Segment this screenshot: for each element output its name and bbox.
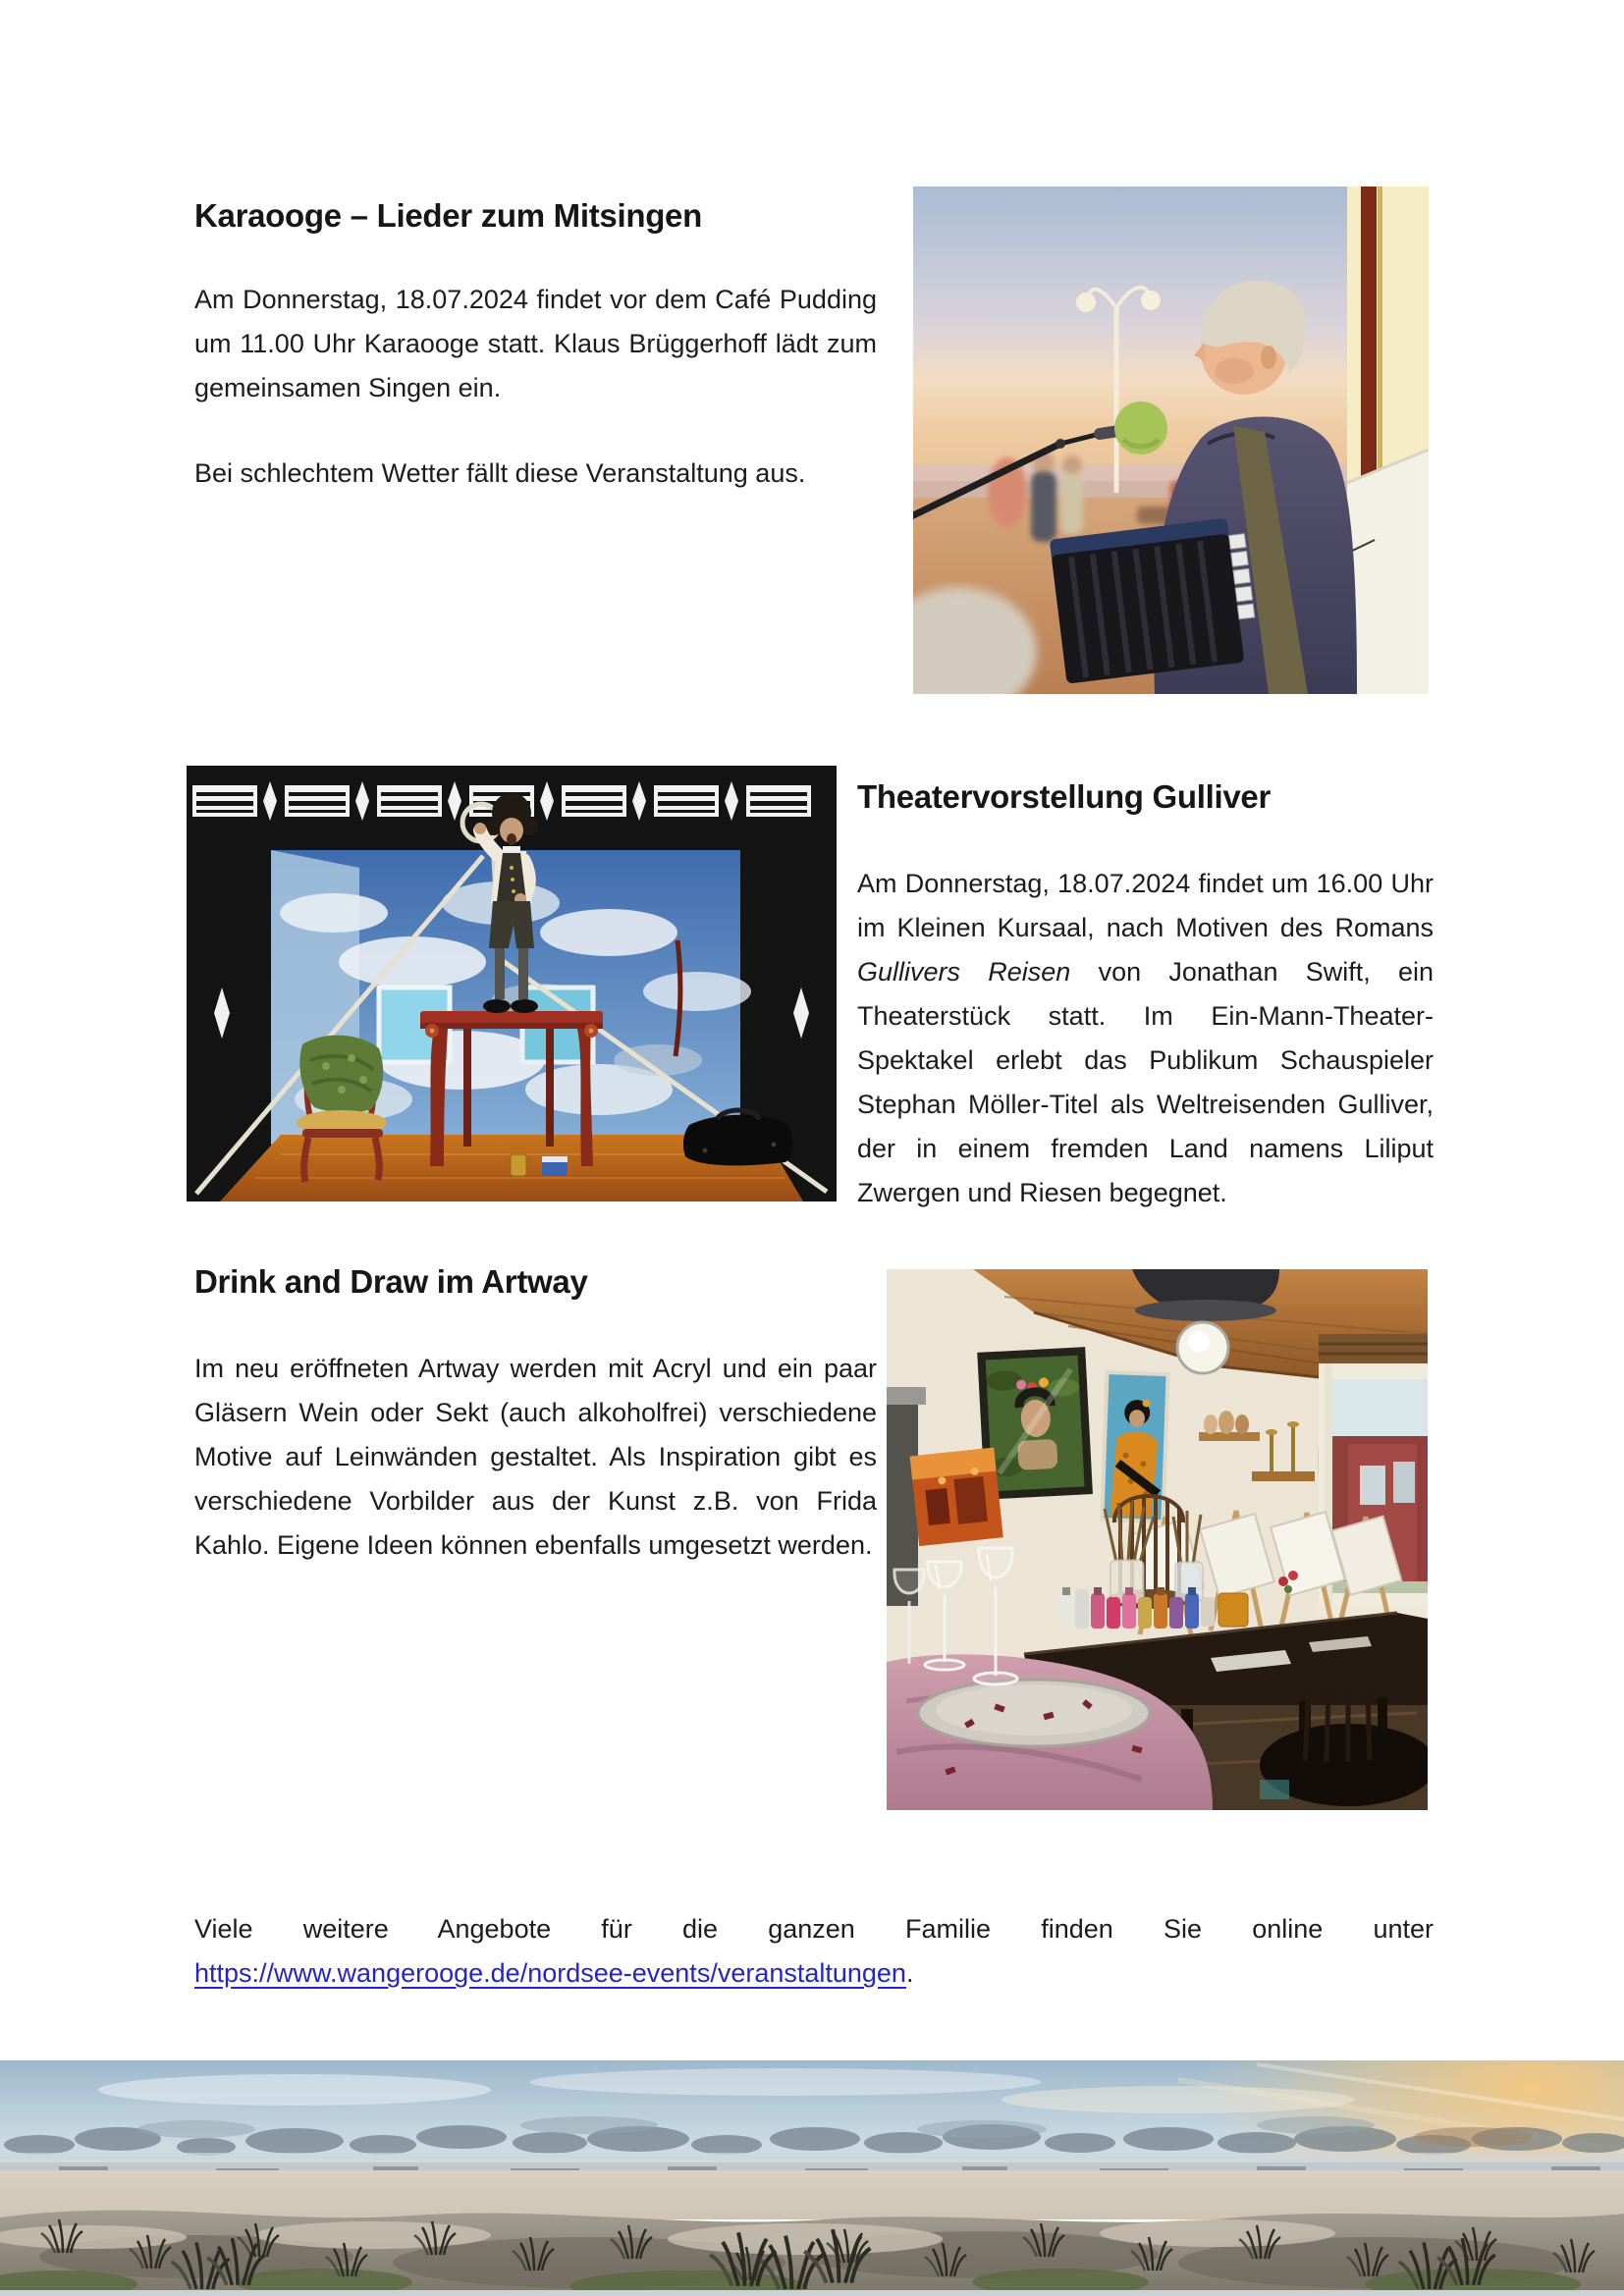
artway-paragraph: Im neu eröffneten Artway werden mit Acryl und ein paar Gläsern Wein oder Sekt (auch alkoholfrei) verschiedene Motive auf Leinwänden gestaltet. Als Inspiration gibt es verschiedene Vorbilder aus der Kunst z.B. von Frida Kahlo. Eigene Ideen können ebenfalls umgesetzt werden. (194, 1354, 877, 1560)
bottom-edge-strip (0, 2290, 1624, 2296)
gulliver-book-title: Gullivers Reisen (857, 957, 1071, 987)
gulliver-text-before: Am Donnerstag, 18.07.2024 findet um 16.00 Uhr im Kleinen Kursaal, nach Motiven des Romans (857, 869, 1434, 942)
gulliver-text-after: von Jonathan Swift, ein Theaterstück statt. Im Ein-Mann-Theater-Spektakel erlebt das Publikum Schauspieler Stephan Möller-Titel als Weltreisenden Gulliver, der in einem fremden Land namens Liliput Zwergen und Riesen begegnet. (857, 957, 1434, 1207)
art-studio-photo (887, 1269, 1428, 1810)
footer-text-line: Viele weitere Angebote für die ganzen Familie finden Sie online unter (194, 1914, 1434, 1944)
veranstaltungen-link[interactable]: https://www.wangerooge.de/nordsee-events/veranstaltungen (194, 1958, 906, 1988)
gulliver-theater-photo (187, 766, 837, 1201)
footer-link-suffix: . (905, 1958, 914, 1988)
gulliver-paragraph (857, 862, 1434, 1215)
accordion-player-photo (913, 187, 1429, 694)
gulliver-heading: Theatervorstellung Gulliver (857, 778, 1272, 815)
footer-link-line (194, 1951, 1434, 1996)
karaooge-paragraph-2: Bei schlechtem Wetter fällt diese Veranstaltung aus. (194, 458, 806, 488)
karaooge-heading: Karaooge – Lieder zum Mitsingen (194, 197, 702, 234)
beach-panorama-photo (0, 2060, 1624, 2290)
karaooge-paragraph-1: Am Donnerstag, 18.07.2024 findet vor dem Café Pudding um 11.00 Uhr Karaooge statt. Klaus Brüggerhoff lädt zum gemeinsamen Singen ein. (194, 285, 877, 402)
artway-heading: Drink and Draw im Artway (194, 1263, 588, 1300)
